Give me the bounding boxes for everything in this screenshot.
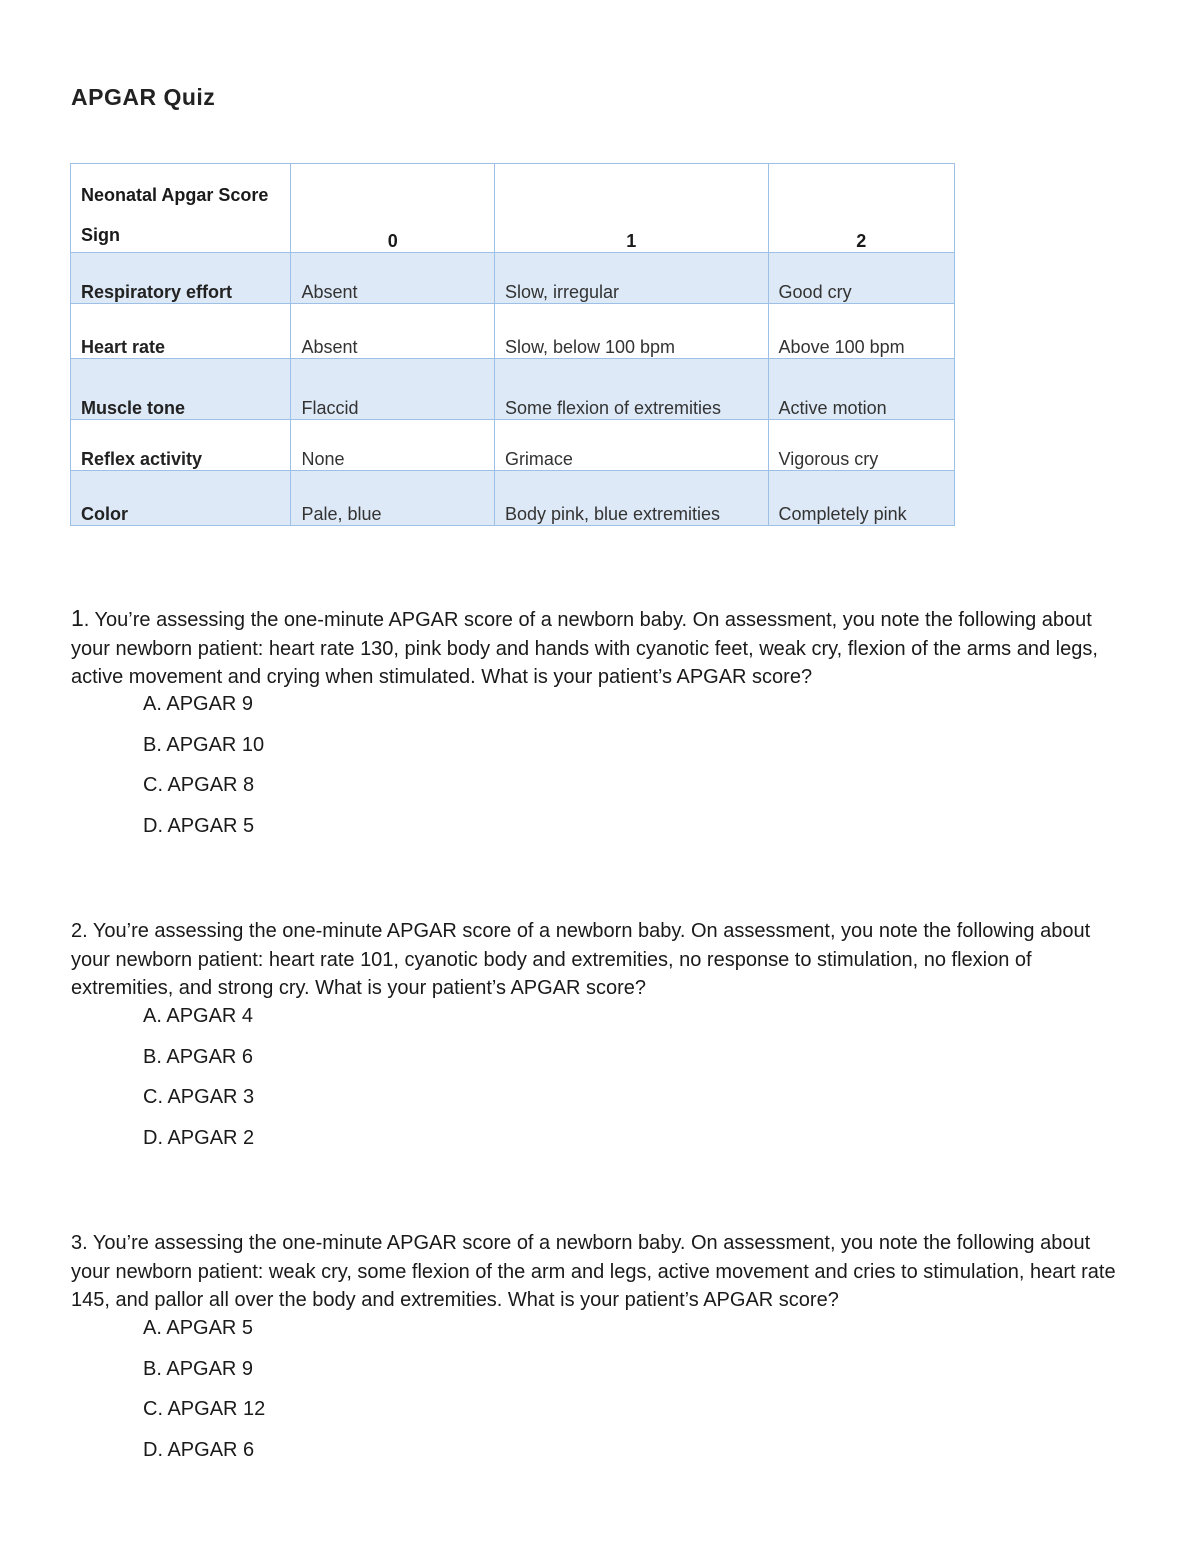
row-score-0: Absent — [291, 304, 494, 359]
answer-option[interactable]: B. APGAR 10 — [143, 733, 265, 756]
question-3-options — [143, 1316, 265, 1479]
question-1 — [71, 604, 1131, 692]
table-row — [71, 304, 955, 359]
row-score-2: Good cry — [768, 253, 954, 304]
row-score-2: Completely pink — [768, 471, 954, 526]
header-score-1: 1 — [494, 164, 768, 253]
row-score-1: Slow, irregular — [494, 253, 768, 304]
answer-option[interactable]: B. APGAR 9 — [143, 1357, 254, 1380]
header-score-0: 0 — [291, 164, 494, 253]
row-score-1: Grimace — [494, 420, 768, 471]
question-3 — [71, 1229, 1131, 1315]
table-row — [71, 359, 955, 420]
page-title: APGAR Quiz — [71, 84, 216, 110]
question-number: 1 — [71, 605, 84, 631]
answer-option[interactable]: C. APGAR 12 — [143, 1398, 266, 1421]
answer-option[interactable]: D. APGAR 2 — [143, 1127, 255, 1150]
row-score-0: Flaccid — [291, 359, 494, 420]
table-header-row — [71, 164, 955, 253]
question-2-options — [143, 1004, 254, 1167]
row-score-0: None — [291, 420, 494, 471]
header-sign-label-line1: Neonatal Apgar Score — [81, 185, 269, 205]
question-text: . You’re assessing the one-minute APGAR score of a newborn baby. On assessment, you note the following about your newborn patient: heart rate 101, cyanotic body and extremities, no response to stimulation, no flexion of extremities, and strong cry. What is your patient’s APGAR score? — [71, 920, 1091, 999]
header-sign-cell — [71, 164, 291, 253]
row-sign: Reflex activity — [71, 420, 291, 471]
question-text: . You’re assessing the one-minute APGAR score of a newborn baby. On assessment, you note the following about your newborn patient: weak cry, some flexion of the arm and legs, active movement and cries to stimulation, heart rate 145, and pallor all over the body and extremities. What is your patient’s APGAR score? — [71, 1232, 1116, 1311]
table-row — [71, 420, 955, 471]
row-score-1: Some flexion of extremities — [494, 359, 768, 420]
row-score-1: Body pink, blue extremities — [494, 471, 768, 526]
row-sign: Muscle tone — [71, 359, 291, 420]
header-score-2: 2 — [768, 164, 954, 253]
answer-option[interactable]: C. APGAR 8 — [143, 774, 255, 797]
answer-option[interactable]: A. APGAR 4 — [143, 1005, 254, 1027]
row-score-2: Vigorous cry — [768, 420, 954, 471]
row-score-1: Slow, below 100 bpm — [494, 304, 768, 359]
answer-option[interactable]: D. APGAR 6 — [143, 1439, 255, 1462]
answer-option[interactable]: A. APGAR 9 — [143, 693, 254, 715]
row-sign: Color — [71, 471, 291, 526]
row-score-2: Active motion — [768, 359, 954, 420]
row-sign: Heart rate — [71, 304, 291, 359]
question-number: 3 — [71, 1232, 83, 1254]
answer-option[interactable]: B. APGAR 6 — [143, 1045, 254, 1068]
header-sign-label-line2: Sign — [81, 225, 120, 245]
answer-option[interactable]: D. APGAR 5 — [143, 815, 255, 838]
table-row — [71, 471, 955, 526]
answer-option[interactable]: A. APGAR 5 — [143, 1317, 254, 1339]
row-score-0: Absent — [291, 253, 494, 304]
apgar-score-table — [70, 163, 955, 526]
row-score-0: Pale, blue — [291, 471, 494, 526]
question-number: 2 — [71, 920, 83, 942]
question-1-options — [143, 692, 264, 855]
question-2 — [71, 917, 1131, 1003]
answer-option[interactable]: C. APGAR 3 — [143, 1086, 255, 1109]
table-row — [71, 253, 955, 304]
row-sign: Respiratory effort — [71, 253, 291, 304]
row-score-2: Above 100 bpm — [768, 304, 954, 359]
question-text: . You’re assessing the one-minute APGAR score of a newborn baby. On assessment, you note the following about your newborn patient: heart rate 130, pink body and hands with cyanotic feet, weak cry, flexion of the arms and legs, active movement and crying when stimulated. What is your patient’s APGAR score? — [71, 609, 1098, 688]
